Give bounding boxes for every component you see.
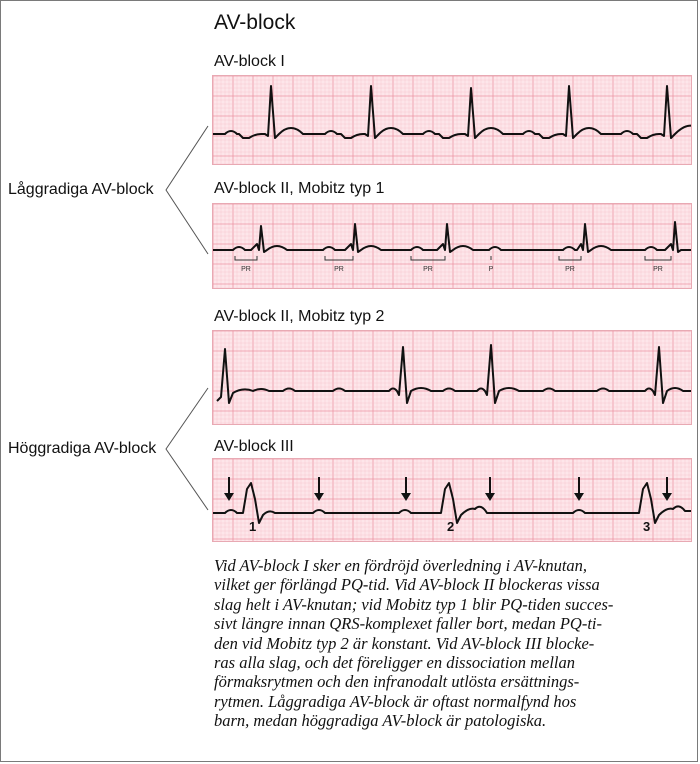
caption-line: ras alla slag, och det föreligger en dissociation mellan: [214, 653, 575, 673]
arrow-icon: [574, 477, 584, 501]
pr-label: PR: [241, 266, 251, 273]
pr-label: PR: [565, 266, 575, 273]
ecg-grid: [213, 331, 692, 425]
pr-label: PR: [334, 266, 344, 273]
arrow-icon: [224, 477, 234, 501]
pr-label: PR: [653, 266, 663, 273]
low-grade-bracket: [166, 126, 208, 254]
arrow-icon: [314, 477, 324, 501]
strip-title-avb1: AV-block I: [214, 53, 285, 70]
caption-line: förmaksrytmen och den infranodalt utlösta ersättnings-: [214, 672, 580, 692]
caption-line: den vid Mobitz typ 2 är konstant. Vid AV-block III blocke-: [214, 633, 595, 653]
caption: [214, 556, 692, 731]
ecg-grid: [213, 204, 692, 289]
beat-number: 3: [643, 519, 651, 534]
caption-line: rytmen. Låggradiga AV-block är oftast normalfynd hos: [214, 691, 577, 711]
pr-label: PR: [423, 266, 433, 273]
p-label: P: [488, 266, 494, 273]
ecg-grid: [213, 76, 692, 165]
strip-title-mobitz2: AV-block II, Mobitz typ 2: [214, 308, 385, 325]
strip-title-mobitz1: AV-block II, Mobitz typ 1: [214, 180, 385, 197]
ecg-strip-mobitz2: [212, 330, 692, 425]
ecg-strip-mobitz1: [212, 203, 692, 289]
caption-line: vilket ger förlängd PQ-tid. Vid AV-block II blockeras vissa: [214, 575, 600, 595]
ecg-strip-avb1: [212, 75, 692, 165]
high-grade-label: Höggradiga AV-block: [8, 440, 157, 457]
low-grade-label: Låggradiga AV-block: [8, 181, 154, 198]
page-title: AV-block: [214, 11, 296, 34]
arrow-icon: [662, 477, 672, 501]
ecg-trace-mobitz2: [217, 345, 692, 403]
beat-number: 1: [249, 519, 257, 534]
caption-line: Vid AV-block I sker en fördröjd överledning i AV-knutan,: [214, 556, 588, 575]
caption-line: slag helt i AV-knutan; vid Mobitz typ 1 blir PQ-tiden succes-: [214, 594, 614, 614]
ecg-strip-avb3: [212, 458, 692, 542]
ecg-avb3-svg: [213, 459, 692, 542]
caption-line: barn, medan höggradiga AV-block är patologiska.: [214, 711, 547, 731]
ecg-mobitz2-svg: [213, 331, 692, 425]
ecg-avb1-svg: [213, 76, 692, 165]
strip-title-avb3: AV-block III: [214, 438, 294, 455]
arrow-icon: [401, 477, 411, 501]
arrow-icon: [485, 477, 495, 501]
beat-number: 2: [447, 519, 455, 534]
high-grade-bracket: [166, 388, 208, 510]
ecg-mobitz1-svg: [213, 204, 692, 289]
caption-line: sivt längre innan QRS-komplexet faller bort, medan PQ-ti-: [214, 614, 602, 634]
